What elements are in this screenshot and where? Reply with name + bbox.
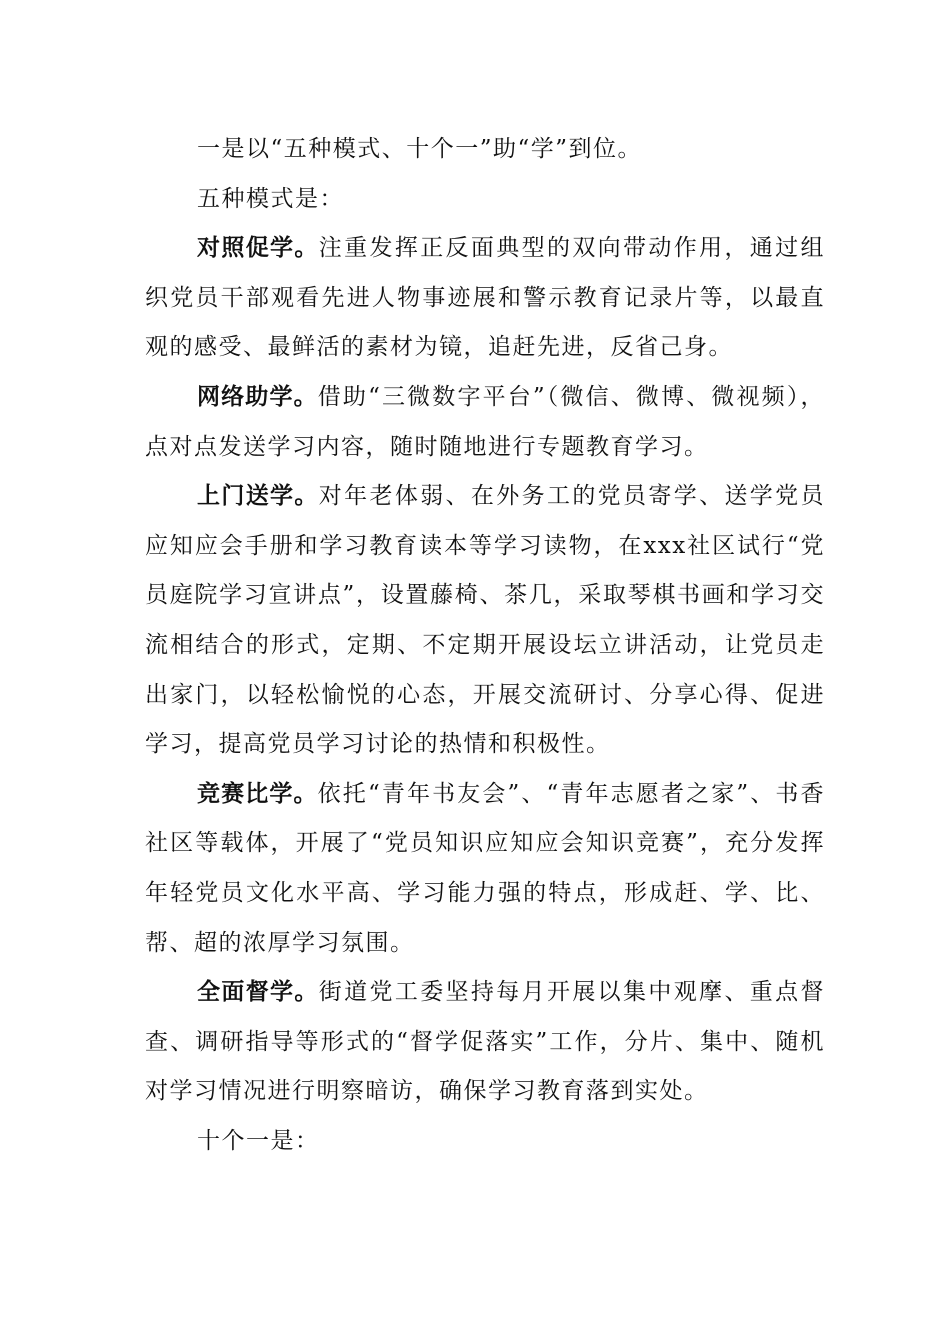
paragraph-text: 五种模式是： (197, 185, 344, 212)
paragraph-text: 注重发挥正反面典型的双向带动作用，通过组织党员干部观看先进人物事迹展和警示教育记录片等，以最直观的感受、最鲜活的素材为镜，追赶先进，反省己身。 (145, 235, 826, 361)
paragraph-door-to-door-learning (145, 472, 825, 770)
paragraph-lead: 网络助学。 (197, 383, 318, 410)
paragraph-supervision-learning (145, 968, 825, 1117)
paragraph-text: 借助“三微数字平台”（微信、微博、微视频），点对点发送学习内容，随时随地进行专题教育学习。 (145, 383, 825, 460)
paragraph-text: 依托“青年书友会”、“青年志愿者之家”、书香社区等载体，开展了“党员知识应知应会知识竞赛”，充分发挥年轻党员文化水平高、学习能力强的特点，形成赶、学、比、帮、超的浓厚学习氛围。 (145, 780, 825, 956)
document-body (145, 125, 825, 1166)
paragraph-text: 十个一是： (197, 1127, 320, 1154)
paragraph-compare-learning (145, 224, 825, 373)
paragraph-lead: 竞赛比学。 (197, 780, 318, 807)
paragraph-text: 对年老体弱、在外务工的党员寄学、送学党员应知应会手册和学习教育读本等学习读物，在xxx社区试行“党员庭院学习宣讲点”，设置藤椅、茶几，采取琴棋书画和学习交流相结合的形式，定期、不定期开展设坛立讲活动，让党员走出家门，以轻松愉悦的心态，开展交流研讨、分享心得、促进学习，提高党员学习讨论的热情和积极性。 (145, 483, 826, 758)
paragraph-lead: 上门送学。 (197, 483, 319, 510)
paragraph-intro (145, 125, 825, 175)
paragraph-text: 街道党工委坚持每月开展以集中观摩、重点督查、调研指导等形式的“督学促落实”工作，分片、集中、随机对学习情况进行明察暗访，确保学习教育落到实处。 (145, 979, 826, 1105)
paragraph-five-modes-heading (145, 175, 825, 225)
paragraph-lead: 对照促学。 (197, 235, 319, 262)
paragraph-competition-learning (145, 770, 825, 968)
paragraph-text: 一是以“五种模式、十个一”助“学”到位。 (197, 136, 643, 162)
paragraph-network-learning (145, 373, 825, 472)
paragraph-lead: 全面督学。 (197, 979, 319, 1006)
paragraph-ten-ones-heading (145, 1117, 825, 1167)
